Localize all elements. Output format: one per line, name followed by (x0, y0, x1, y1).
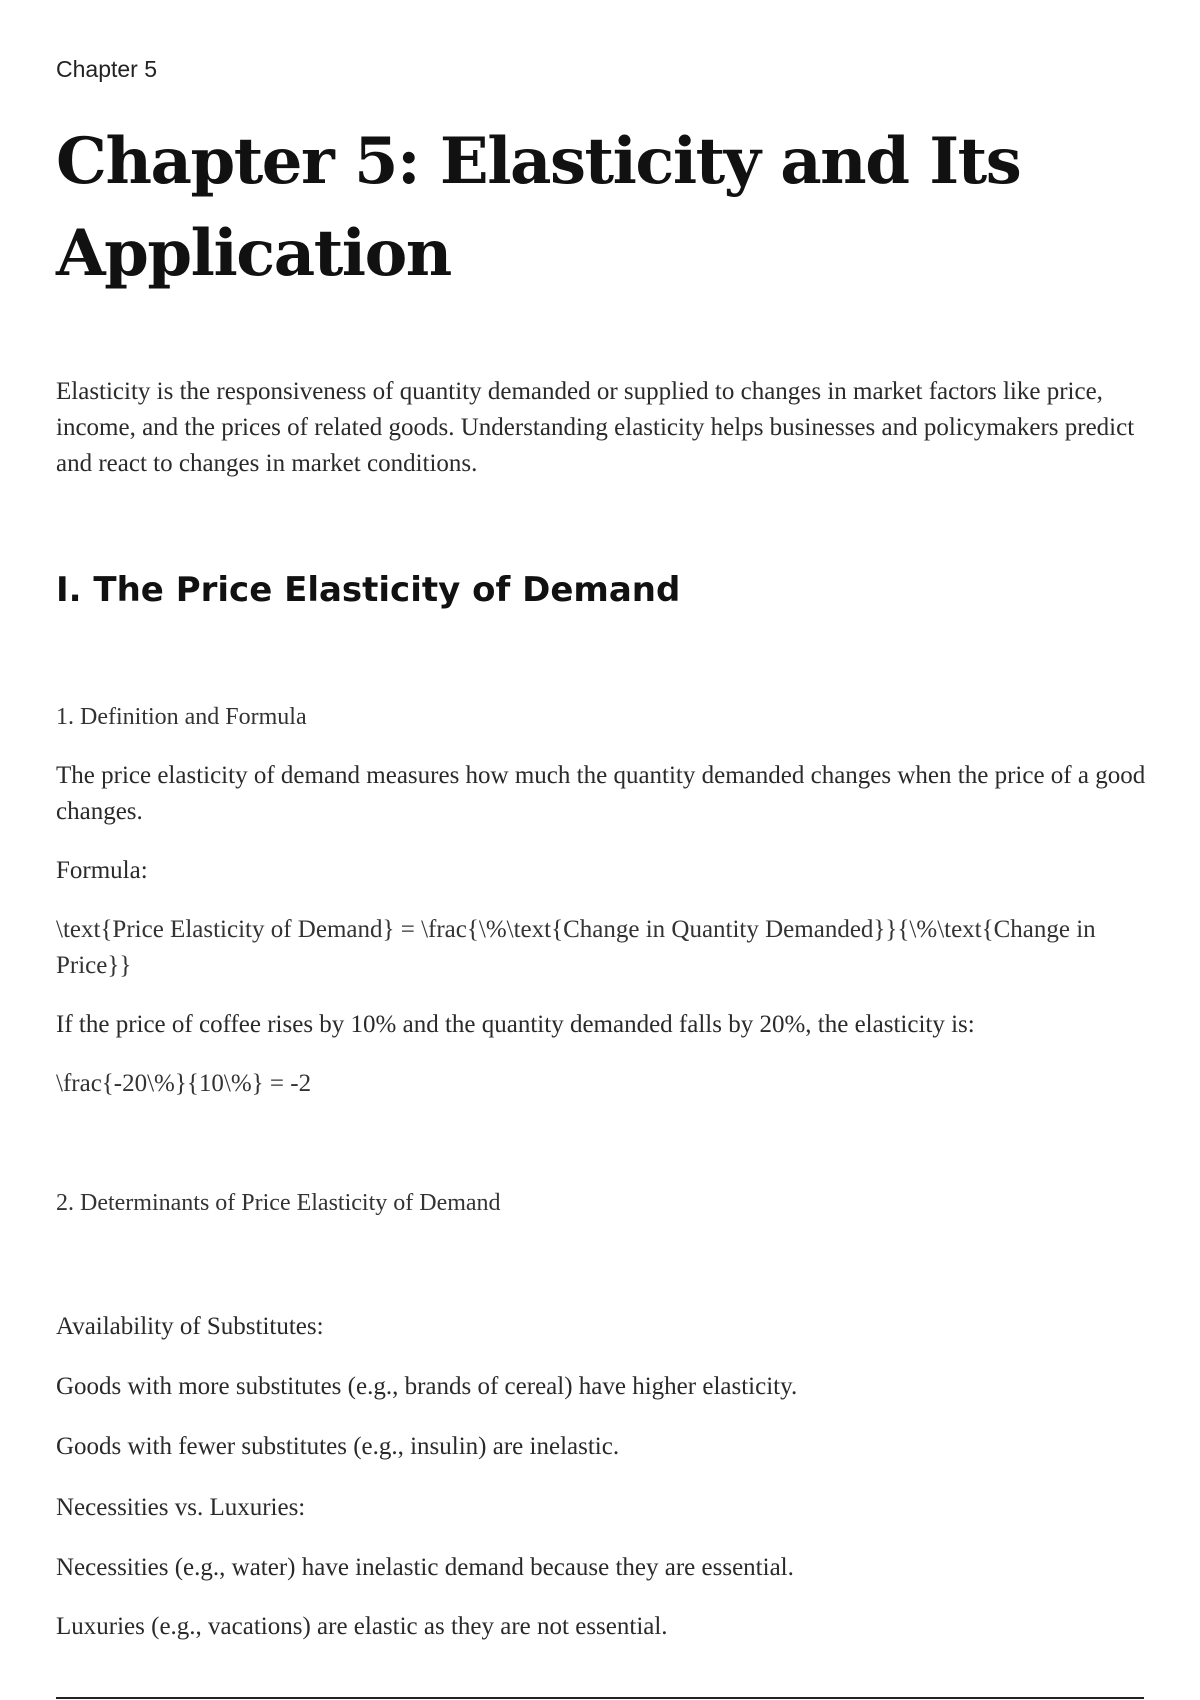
list-item: Goods with fewer substitutes (e.g., insulin) are inelastic. (56, 1433, 620, 1460)
subsection-heading-determinants: 2. Determinants of Price Elasticity of Demand (56, 1190, 501, 1216)
list-item: Necessities vs. Luxuries: (56, 1494, 306, 1521)
intro-paragraph: Elasticity is the responsiveness of quantity demanded or supplied to changes in market factors like price, income, and the prices of related goods. Understanding elasticity helps businesses and policymakers predict and react to changes in market conditions. (56, 378, 1135, 477)
chapter-kicker: Chapter 5 (56, 56, 158, 82)
definition-paragraph: The price elasticity of demand measures how much the quantity demanded changes when the price of a good changes. (56, 762, 1146, 825)
section-heading: I. The Price Elasticity of Demand (56, 570, 681, 610)
page-title: Chapter 5: Elasticity and Its Application (56, 124, 1021, 291)
list-item: Luxuries (e.g., vacations) are elastic as they are not essential. (56, 1613, 668, 1640)
formula-label: Formula: (56, 857, 148, 884)
example-formula: \frac{-20\%}{10\%} = -2 (56, 1070, 312, 1097)
list-item: Necessities (e.g., water) have inelastic demand because they are essential. (56, 1554, 794, 1581)
list-item: Goods with more substitutes (e.g., brands of cereal) have higher elasticity. (56, 1373, 798, 1400)
subsection-heading-definition: 1. Definition and Formula (56, 704, 307, 730)
formula-text: \text{Price Elasticity of Demand} = \frac{\%\text{Change in Quantity Demanded}}{\%\text{Change in Price}} (56, 916, 1096, 979)
example-paragraph: If the price of coffee rises by 10% and the quantity demanded falls by 20%, the elasticity is: (56, 1011, 975, 1038)
page-divider (56, 1697, 1144, 1699)
list-item: Availability of Substitutes: (56, 1313, 324, 1340)
